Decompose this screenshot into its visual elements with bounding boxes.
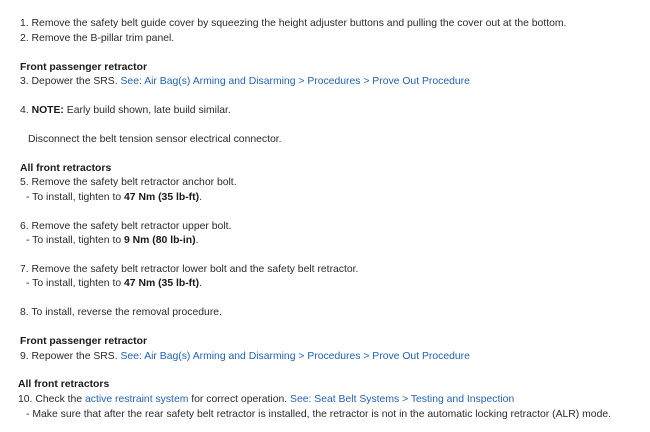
- section-heading-all-front: All front retractors: [20, 163, 112, 174]
- step-8: 8. To install, reverse the removal procedure.: [20, 307, 222, 318]
- airbag-arming-link[interactable]: See: Air Bag(s) Arming and Disarming > Procedures > Prove Out Procedure: [120, 76, 470, 87]
- torque-period: .: [199, 278, 202, 289]
- seat-belt-testing-link[interactable]: See: Seat Belt Systems > Testing and Inspection: [290, 394, 515, 405]
- torque-prefix: - To install, tighten to: [26, 278, 122, 289]
- airbag-arming-link-2[interactable]: See: Air Bag(s) Arming and Disarming > Procedures > Prove Out Procedure: [120, 351, 470, 362]
- step-10-middle: for correct operation.: [191, 394, 288, 405]
- torque-value: 47 Nm (35 lb-ft): [124, 278, 200, 289]
- step-10-substep: - Make sure that after the rear safety belt retractor is installed, the retractor is not in the automatic locking retractor (ALR) mode.: [26, 409, 612, 420]
- step-4: [20, 104, 231, 117]
- step-5: 5. Remove the safety belt retractor anchor bolt.: [20, 177, 237, 188]
- step-7-torque: [26, 277, 202, 290]
- section-heading-all-front-2: All front retractors: [18, 379, 110, 390]
- step-9: [20, 350, 470, 363]
- torque-prefix: - To install, tighten to: [26, 192, 122, 203]
- step-10-prefix: 10. Check the: [18, 394, 83, 405]
- torque-value: 9 Nm (80 lb-in): [124, 235, 196, 246]
- step-3: [20, 75, 470, 88]
- step-6: 6. Remove the safety belt retractor upper bolt.: [20, 221, 232, 232]
- step-5-torque: [26, 191, 202, 204]
- step-4-substep: Disconnect the belt tension sensor electrical connector.: [28, 134, 282, 145]
- step-2: 2. Remove the B-pillar trim panel.: [20, 33, 175, 44]
- torque-value: 47 Nm (35 lb-ft): [124, 192, 200, 203]
- step-9-text: 9. Repower the SRS.: [20, 351, 118, 362]
- active-restraint-system-link[interactable]: active restraint system: [85, 394, 189, 405]
- step-4-number: 4.: [20, 105, 29, 116]
- step-6-torque: [26, 234, 198, 247]
- step-7: 7. Remove the safety belt retractor lower bolt and the safety belt retractor.: [20, 264, 359, 275]
- step-1: 1. Remove the safety belt guide cover by squeezing the height adjuster buttons and pulling the cover out at the bottom.: [20, 18, 567, 29]
- step-3-text: 3. Depower the SRS.: [20, 76, 118, 87]
- torque-prefix: - To install, tighten to: [26, 235, 122, 246]
- section-heading-front-passenger: Front passenger retractor: [20, 62, 148, 73]
- step-10: [18, 393, 514, 406]
- section-heading-front-passenger-2: Front passenger retractor: [20, 336, 148, 347]
- note-text: Early build shown, late build similar.: [66, 105, 231, 116]
- torque-period: .: [195, 235, 199, 246]
- note-label: NOTE:: [31, 105, 64, 116]
- torque-period: .: [199, 192, 202, 203]
